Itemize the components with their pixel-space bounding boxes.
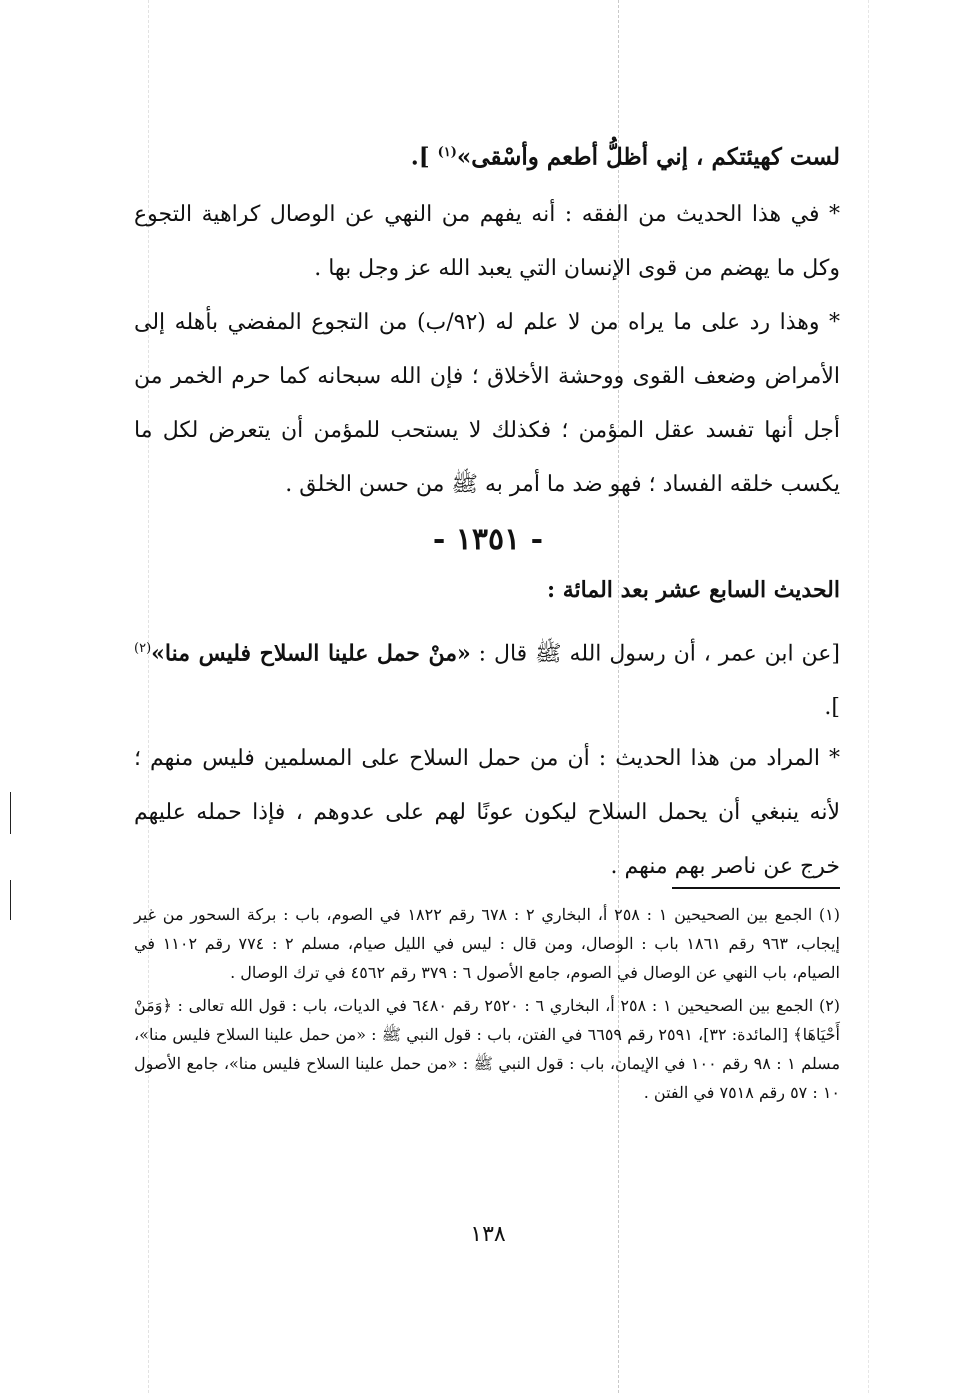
bracket-close: ]. — [410, 143, 438, 171]
scan-margin-line-right — [868, 0, 869, 1393]
commentary-paragraph: * وهذا رد على ما يراه من لا علم له (٩٢/ب) من التجوع المفضي بأهله إلى الأمراض وضعف القوى ووحشة الأخلاق ؛ فإن الله سبحانه كما حرم الخمر من أجل أنها تفسد عقل المؤمن ؛ فكذلك لا يستحب للمؤمن أن يتعرض لكل ما يكسب خلقه الفساد ؛ فهو ضد ما أمر به ﷺ من حسن الخلق . — [134, 310, 840, 497]
footnotes — [134, 900, 840, 1111]
footnote-1-text: الجمع بين الصحيحين ١ : ٢٥٨ أ، البخاري ٢ : ٦٧٨ رقم ١٨٢٢ في الصوم، باب : بركة السحور من غير إيجاب، ٩٦٣ رقم ١٨٦١ باب : الوصال، ومن قال : ليس في الليل صيام، مسلم ٢ : ٧٧٤ رقم ١١٠٢ في الصيام، باب النهي عن الوصال في الصوم، جامع الأصول ٦ : ٣٧٩ رقم ٤٥٦٢ في ترك الوصال . — [134, 905, 841, 982]
section-number: - ١٣٥١ - — [432, 522, 544, 557]
footnote-ref-1: (١) — [437, 145, 457, 160]
hadith-continuation-line — [140, 138, 840, 173]
hadith-continuation-text: لست كهيئتكم ، إني أظلُّ أطعم وأسْقى» — [456, 143, 840, 171]
footnote-ref-2: (٢) — [134, 641, 152, 656]
hadith-intro: [عن ابن عمر ، أن رسول الله ﷺ قال : — [470, 641, 840, 667]
fiqh-paragraph: * في هذا الحديث من الفقه : أنه يفهم من النهي عن الوصال كراهية التجوع وكل ما يهضم من قوى الإنسان التي يعبد الله عز وجل بها . — [134, 202, 840, 281]
explanation-paragraph: * المراد من هذا الحديث : أن من حمل السلاح على المسلمين فليس منهم ؛ لأنه ينبغي أن يحمل السلاح ليكون عونًا لهم على عدوهم ، فإذا حمله عليهم خرج عن ناصر بهم منهم . — [134, 746, 840, 879]
hadith-quote: «منْ حمل علينا السلاح فليس منا» — [151, 640, 471, 667]
scan-edge-mark-2 — [10, 880, 11, 920]
hadith-heading: الحديث السابع عشر بعد المائة : — [546, 577, 840, 603]
scan-edge-mark — [10, 792, 11, 834]
page-number: ١٣٨ — [470, 1222, 506, 1247]
footnote-2-number: (٢) — [818, 996, 841, 1015]
footnote-2-text: الجمع بين الصحيحين ١ : ٢٥٨ أ، البخاري ٦ : ٢٥٢٠ رقم ٦٤٨٠ في الديات، باب : قول الله تعالى : ﴿وَمَنْ أَحْيَاهَا﴾ [المائدة: ٣٢]، ٢٥٩١ رقم ٦٦٥٩ في الفتن، باب : قول النبي ﷺ : «من حمل علينا السلاح فليس منا»، مسلم ١ : ٩٨ رقم ١٠٠ في الإيمان، باب : قول النبي ﷺ : «من حمل علينا السلاح فليس منا»، جامع الأصول ١٠ : ٥٧ رقم ٧٥١٨ في الفتن . — [134, 996, 841, 1102]
hadith-closing: ]. — [824, 695, 840, 721]
footnote-1 — [134, 900, 840, 987]
footnote-2 — [134, 991, 840, 1107]
footnote-separator — [672, 887, 840, 889]
footnote-1-number: (١) — [818, 905, 841, 924]
hadith-text — [134, 622, 840, 735]
